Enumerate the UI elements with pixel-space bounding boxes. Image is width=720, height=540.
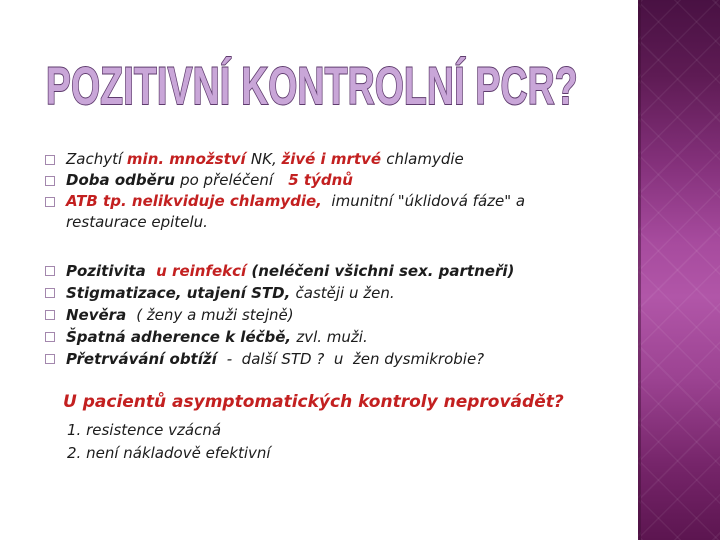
bullet-text [66, 326, 368, 348]
bullet-square-icon [45, 354, 55, 364]
bullet-item [44, 170, 589, 191]
bullet-item [44, 260, 589, 282]
text-segment: u reinfekcí [156, 262, 252, 280]
text-segment: zvl. muži. [296, 328, 368, 346]
bullet-item [44, 304, 589, 326]
text-segment: Přetrvávání obtíží [66, 350, 222, 368]
numbered-item: 2. není nákladově efektivní [67, 444, 271, 462]
text-segment: NK, [250, 150, 282, 168]
bullet-square-icon [45, 176, 55, 186]
text-segment: po přeléčení [180, 171, 278, 189]
bullet-group-pcr-facts [44, 149, 589, 233]
text-segment: živé i mrtvé [281, 150, 387, 168]
text-segment: imunitní "úklidová fáze" a [321, 192, 526, 210]
slide-content [44, 149, 589, 465]
bullet-text [66, 170, 353, 191]
text-segment: Zachytí [66, 150, 127, 168]
text-segment: Pozitivita [66, 262, 157, 280]
text-segment: ATB tp. nelikviduje chlamydie, [66, 192, 322, 210]
bullet-text [66, 282, 395, 304]
bullet-group-positivity-causes [44, 260, 589, 370]
footer-numbered-list [44, 419, 589, 465]
text-segment: Nevěra [66, 306, 132, 324]
text-segment: 5 týdnů [277, 171, 353, 189]
text-segment: Doba odběru [66, 171, 181, 189]
text-segment: (neléčeni všichni sex. partneři) [251, 262, 515, 280]
bullet-text [66, 260, 514, 282]
text-segment: častěji u žen. [295, 284, 395, 302]
bullet-square-icon [45, 332, 55, 342]
bullet-item [44, 191, 589, 233]
text-segment: ( ženy a muži stejně) [131, 306, 294, 324]
bullet-square-icon [45, 155, 55, 165]
bullet-item [44, 348, 589, 370]
bullet-item [44, 149, 589, 170]
bullet-text [66, 149, 464, 170]
text-segment: restaurace epitelu. [66, 213, 208, 231]
bullet-item [44, 326, 589, 348]
text-segment: chlamydie [386, 150, 464, 168]
decorative-gradient-strip [638, 0, 720, 540]
footer-question: U pacientů asymptomatických kontroly neprovádět? [63, 392, 564, 412]
text-segment: - další STD ? u žen dysmikrobie? [221, 350, 485, 368]
numbered-item: 1. resistence vzácná [67, 421, 222, 439]
bullet-square-icon [45, 266, 55, 276]
text-segment: min. množství [126, 150, 251, 168]
bullet-text [66, 348, 484, 370]
bullet-text [66, 304, 294, 326]
slide-title: POZITIVNÍ KONTROLNÍ PCR? [46, 57, 578, 116]
bullet-square-icon [45, 197, 55, 207]
text-segment: Špatná adherence k léčbě, [66, 328, 297, 346]
bullet-square-icon [45, 310, 55, 320]
bullet-item [44, 282, 589, 304]
bullet-text [66, 191, 525, 233]
text-segment: Stigmatizace, utajení STD, [66, 284, 296, 302]
bullet-square-icon [45, 288, 55, 298]
